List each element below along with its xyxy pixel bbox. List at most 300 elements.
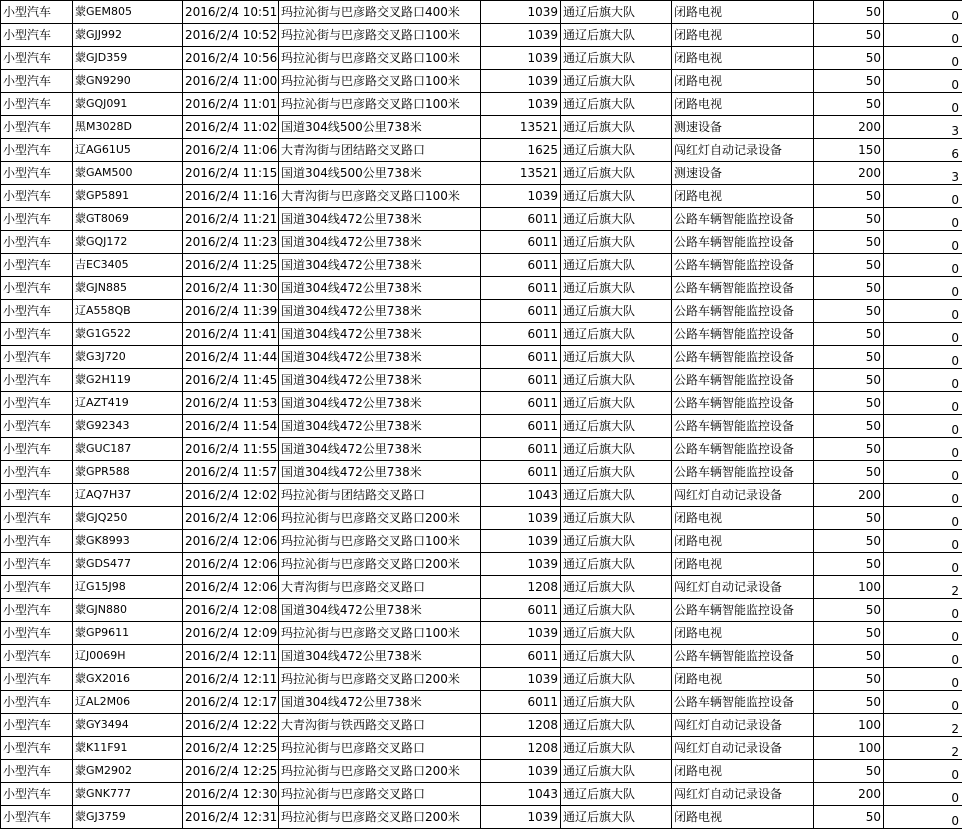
unit-cell[interactable]: 通辽后旗大队 xyxy=(561,576,672,599)
vehicle-type-cell[interactable]: 小型汽车 xyxy=(1,599,73,622)
unit-cell[interactable]: 通辽后旗大队 xyxy=(561,484,672,507)
code-cell[interactable]: 1208 xyxy=(481,737,561,760)
points-cell[interactable]: 0 xyxy=(884,645,962,668)
unit-cell[interactable]: 通辽后旗大队 xyxy=(561,139,672,162)
device-cell[interactable]: 闭路电视 xyxy=(672,530,814,553)
code-cell[interactable]: 1043 xyxy=(481,783,561,806)
device-cell[interactable]: 闭路电视 xyxy=(672,553,814,576)
datetime-cell[interactable]: 2016/2/4 12:25 xyxy=(183,760,279,783)
vehicle-type-cell[interactable]: 小型汽车 xyxy=(1,346,73,369)
points-cell[interactable]: 0 xyxy=(884,415,962,438)
device-cell[interactable]: 闭路电视 xyxy=(672,507,814,530)
points-cell[interactable]: 0 xyxy=(884,783,962,806)
device-cell[interactable]: 闭路电视 xyxy=(672,93,814,116)
location-cell[interactable]: 玛拉沁街与巴彦路交叉路口100米 xyxy=(279,47,481,70)
vehicle-type-cell[interactable]: 小型汽车 xyxy=(1,484,73,507)
unit-cell[interactable]: 通辽后旗大队 xyxy=(561,438,672,461)
plate-cell[interactable]: 蒙GJN880 xyxy=(73,599,183,622)
plate-cell[interactable]: 蒙GK8993 xyxy=(73,530,183,553)
plate-cell[interactable]: 辽AZT419 xyxy=(73,392,183,415)
vehicle-type-cell[interactable]: 小型汽车 xyxy=(1,783,73,806)
location-cell[interactable]: 大青沟街与巴彦路交叉路口 xyxy=(279,576,481,599)
plate-cell[interactable]: 蒙GEM805 xyxy=(73,1,183,24)
location-cell[interactable]: 玛拉沁街与巴彦路交叉路口200米 xyxy=(279,806,481,829)
device-cell[interactable]: 公路车辆智能监控设备 xyxy=(672,323,814,346)
device-cell[interactable]: 闭路电视 xyxy=(672,668,814,691)
vehicle-type-cell[interactable]: 小型汽车 xyxy=(1,622,73,645)
points-cell[interactable]: 6 xyxy=(884,139,962,162)
unit-cell[interactable]: 通辽后旗大队 xyxy=(561,254,672,277)
datetime-cell[interactable]: 2016/2/4 12:30 xyxy=(183,783,279,806)
code-cell[interactable]: 1039 xyxy=(481,760,561,783)
points-cell[interactable]: 0 xyxy=(884,806,962,829)
unit-cell[interactable]: 通辽后旗大队 xyxy=(561,691,672,714)
device-cell[interactable]: 公路车辆智能监控设备 xyxy=(672,300,814,323)
unit-cell[interactable]: 通辽后旗大队 xyxy=(561,162,672,185)
fine-cell[interactable]: 50 xyxy=(814,300,884,323)
points-cell[interactable]: 0 xyxy=(884,231,962,254)
fine-cell[interactable]: 200 xyxy=(814,162,884,185)
unit-cell[interactable]: 通辽后旗大队 xyxy=(561,208,672,231)
device-cell[interactable]: 闯红灯自动记录设备 xyxy=(672,737,814,760)
vehicle-type-cell[interactable]: 小型汽车 xyxy=(1,691,73,714)
code-cell[interactable]: 1039 xyxy=(481,806,561,829)
plate-cell[interactable]: 蒙GX2016 xyxy=(73,668,183,691)
code-cell[interactable]: 13521 xyxy=(481,116,561,139)
datetime-cell[interactable]: 2016/2/4 12:11 xyxy=(183,668,279,691)
vehicle-type-cell[interactable]: 小型汽车 xyxy=(1,553,73,576)
vehicle-type-cell[interactable]: 小型汽车 xyxy=(1,208,73,231)
points-cell[interactable]: 0 xyxy=(884,622,962,645)
plate-cell[interactable]: 蒙GUC187 xyxy=(73,438,183,461)
plate-cell[interactable]: 辽J0069H xyxy=(73,645,183,668)
fine-cell[interactable]: 50 xyxy=(814,93,884,116)
unit-cell[interactable]: 通辽后旗大队 xyxy=(561,668,672,691)
unit-cell[interactable]: 通辽后旗大队 xyxy=(561,185,672,208)
plate-cell[interactable]: 蒙GJQ250 xyxy=(73,507,183,530)
location-cell[interactable]: 国道304线472公里738米 xyxy=(279,369,481,392)
points-cell[interactable]: 0 xyxy=(884,484,962,507)
plate-cell[interactable]: 蒙GP9611 xyxy=(73,622,183,645)
points-cell[interactable]: 0 xyxy=(884,691,962,714)
fine-cell[interactable]: 150 xyxy=(814,139,884,162)
location-cell[interactable]: 国道304线472公里738米 xyxy=(279,208,481,231)
points-cell[interactable]: 0 xyxy=(884,323,962,346)
plate-cell[interactable]: 蒙G1G522 xyxy=(73,323,183,346)
fine-cell[interactable]: 50 xyxy=(814,1,884,24)
unit-cell[interactable]: 通辽后旗大队 xyxy=(561,806,672,829)
location-cell[interactable]: 玛拉沁街与巴彦路交叉路口100米 xyxy=(279,24,481,47)
location-cell[interactable]: 国道304线472公里738米 xyxy=(279,438,481,461)
fine-cell[interactable]: 50 xyxy=(814,254,884,277)
vehicle-type-cell[interactable]: 小型汽车 xyxy=(1,93,73,116)
points-cell[interactable]: 0 xyxy=(884,668,962,691)
plate-cell[interactable]: 蒙GAM500 xyxy=(73,162,183,185)
unit-cell[interactable]: 通辽后旗大队 xyxy=(561,645,672,668)
code-cell[interactable]: 6011 xyxy=(481,346,561,369)
datetime-cell[interactable]: 2016/2/4 11:55 xyxy=(183,438,279,461)
points-cell[interactable]: 0 xyxy=(884,254,962,277)
datetime-cell[interactable]: 2016/2/4 11:23 xyxy=(183,231,279,254)
datetime-cell[interactable]: 2016/2/4 12:25 xyxy=(183,737,279,760)
plate-cell[interactable]: 蒙GM2902 xyxy=(73,760,183,783)
datetime-cell[interactable]: 2016/2/4 12:22 xyxy=(183,714,279,737)
code-cell[interactable]: 1039 xyxy=(481,185,561,208)
device-cell[interactable]: 测速设备 xyxy=(672,116,814,139)
location-cell[interactable]: 玛拉沁街与团结路交叉路口 xyxy=(279,484,481,507)
points-cell[interactable]: 0 xyxy=(884,93,962,116)
unit-cell[interactable]: 通辽后旗大队 xyxy=(561,760,672,783)
datetime-cell[interactable]: 2016/2/4 10:52 xyxy=(183,24,279,47)
vehicle-type-cell[interactable]: 小型汽车 xyxy=(1,806,73,829)
unit-cell[interactable]: 通辽后旗大队 xyxy=(561,415,672,438)
datetime-cell[interactable]: 2016/2/4 11:25 xyxy=(183,254,279,277)
vehicle-type-cell[interactable]: 小型汽车 xyxy=(1,576,73,599)
location-cell[interactable]: 玛拉沁街与巴彦路交叉路口100米 xyxy=(279,93,481,116)
fine-cell[interactable]: 50 xyxy=(814,185,884,208)
points-cell[interactable]: 0 xyxy=(884,47,962,70)
vehicle-type-cell[interactable]: 小型汽车 xyxy=(1,438,73,461)
unit-cell[interactable]: 通辽后旗大队 xyxy=(561,392,672,415)
code-cell[interactable]: 1039 xyxy=(481,507,561,530)
fine-cell[interactable]: 50 xyxy=(814,369,884,392)
device-cell[interactable]: 公路车辆智能监控设备 xyxy=(672,369,814,392)
device-cell[interactable]: 闭路电视 xyxy=(672,1,814,24)
points-cell[interactable]: 0 xyxy=(884,599,962,622)
device-cell[interactable]: 公路车辆智能监控设备 xyxy=(672,231,814,254)
datetime-cell[interactable]: 2016/2/4 11:01 xyxy=(183,93,279,116)
fine-cell[interactable]: 50 xyxy=(814,645,884,668)
fine-cell[interactable]: 50 xyxy=(814,806,884,829)
vehicle-type-cell[interactable]: 小型汽车 xyxy=(1,277,73,300)
plate-cell[interactable]: 辽A558QB xyxy=(73,300,183,323)
datetime-cell[interactable]: 2016/2/4 11:41 xyxy=(183,323,279,346)
fine-cell[interactable]: 50 xyxy=(814,346,884,369)
code-cell[interactable]: 6011 xyxy=(481,438,561,461)
code-cell[interactable]: 6011 xyxy=(481,323,561,346)
vehicle-type-cell[interactable]: 小型汽车 xyxy=(1,507,73,530)
datetime-cell[interactable]: 2016/2/4 11:15 xyxy=(183,162,279,185)
fine-cell[interactable]: 50 xyxy=(814,323,884,346)
vehicle-type-cell[interactable]: 小型汽车 xyxy=(1,185,73,208)
fine-cell[interactable]: 50 xyxy=(814,553,884,576)
plate-cell[interactable]: 黑M3028D xyxy=(73,116,183,139)
code-cell[interactable]: 6011 xyxy=(481,645,561,668)
vehicle-type-cell[interactable]: 小型汽车 xyxy=(1,116,73,139)
code-cell[interactable]: 1039 xyxy=(481,1,561,24)
location-cell[interactable]: 国道304线472公里738米 xyxy=(279,645,481,668)
fine-cell[interactable]: 50 xyxy=(814,415,884,438)
datetime-cell[interactable]: 2016/2/4 11:39 xyxy=(183,300,279,323)
datetime-cell[interactable]: 2016/2/4 12:31 xyxy=(183,806,279,829)
points-cell[interactable]: 3 xyxy=(884,162,962,185)
vehicle-type-cell[interactable]: 小型汽车 xyxy=(1,231,73,254)
location-cell[interactable]: 国道304线472公里738米 xyxy=(279,254,481,277)
unit-cell[interactable]: 通辽后旗大队 xyxy=(561,530,672,553)
fine-cell[interactable]: 50 xyxy=(814,691,884,714)
location-cell[interactable]: 国道304线472公里738米 xyxy=(279,691,481,714)
fine-cell[interactable]: 50 xyxy=(814,392,884,415)
fine-cell[interactable]: 100 xyxy=(814,714,884,737)
code-cell[interactable]: 6011 xyxy=(481,461,561,484)
plate-cell[interactable]: 蒙G3J720 xyxy=(73,346,183,369)
device-cell[interactable]: 闯红灯自动记录设备 xyxy=(672,714,814,737)
points-cell[interactable]: 0 xyxy=(884,392,962,415)
device-cell[interactable]: 公路车辆智能监控设备 xyxy=(672,645,814,668)
location-cell[interactable]: 大青沟街与巴彦路交叉路口100米 xyxy=(279,185,481,208)
points-cell[interactable]: 0 xyxy=(884,277,962,300)
points-cell[interactable]: 0 xyxy=(884,438,962,461)
plate-cell[interactable]: 蒙GJ3759 xyxy=(73,806,183,829)
device-cell[interactable]: 闯红灯自动记录设备 xyxy=(672,783,814,806)
device-cell[interactable]: 闭路电视 xyxy=(672,622,814,645)
fine-cell[interactable]: 50 xyxy=(814,277,884,300)
fine-cell[interactable]: 50 xyxy=(814,70,884,93)
code-cell[interactable]: 6011 xyxy=(481,369,561,392)
fine-cell[interactable]: 50 xyxy=(814,668,884,691)
device-cell[interactable]: 公路车辆智能监控设备 xyxy=(672,438,814,461)
points-cell[interactable]: 2 xyxy=(884,576,962,599)
location-cell[interactable]: 国道304线500公里738米 xyxy=(279,116,481,139)
vehicle-type-cell[interactable]: 小型汽车 xyxy=(1,415,73,438)
code-cell[interactable]: 1208 xyxy=(481,576,561,599)
unit-cell[interactable]: 通辽后旗大队 xyxy=(561,737,672,760)
vehicle-type-cell[interactable]: 小型汽车 xyxy=(1,323,73,346)
datetime-cell[interactable]: 2016/2/4 11:57 xyxy=(183,461,279,484)
location-cell[interactable]: 大青沟街与铁西路交叉路口 xyxy=(279,714,481,737)
vehicle-type-cell[interactable]: 小型汽车 xyxy=(1,139,73,162)
code-cell[interactable]: 1039 xyxy=(481,622,561,645)
points-cell[interactable]: 3 xyxy=(884,116,962,139)
location-cell[interactable]: 玛拉沁街与巴彦路交叉路口200米 xyxy=(279,507,481,530)
unit-cell[interactable]: 通辽后旗大队 xyxy=(561,231,672,254)
unit-cell[interactable]: 通辽后旗大队 xyxy=(561,783,672,806)
device-cell[interactable]: 闯红灯自动记录设备 xyxy=(672,484,814,507)
location-cell[interactable]: 国道304线472公里738米 xyxy=(279,277,481,300)
unit-cell[interactable]: 通辽后旗大队 xyxy=(561,346,672,369)
datetime-cell[interactable]: 2016/2/4 11:44 xyxy=(183,346,279,369)
fine-cell[interactable]: 50 xyxy=(814,760,884,783)
datetime-cell[interactable]: 2016/2/4 11:45 xyxy=(183,369,279,392)
plate-cell[interactable]: 蒙GQJ172 xyxy=(73,231,183,254)
plate-cell[interactable]: 蒙GP5891 xyxy=(73,185,183,208)
location-cell[interactable]: 大青沟街与团结路交叉路口 xyxy=(279,139,481,162)
device-cell[interactable]: 闭路电视 xyxy=(672,70,814,93)
vehicle-type-cell[interactable]: 小型汽车 xyxy=(1,162,73,185)
plate-cell[interactable]: 蒙GY3494 xyxy=(73,714,183,737)
location-cell[interactable]: 玛拉沁街与巴彦路交叉路口 xyxy=(279,783,481,806)
datetime-cell[interactable]: 2016/2/4 11:00 xyxy=(183,70,279,93)
location-cell[interactable]: 国道304线472公里738米 xyxy=(279,461,481,484)
location-cell[interactable]: 玛拉沁街与巴彦路交叉路口200米 xyxy=(279,553,481,576)
device-cell[interactable]: 公路车辆智能监控设备 xyxy=(672,691,814,714)
datetime-cell[interactable]: 2016/2/4 11:02 xyxy=(183,116,279,139)
plate-cell[interactable]: 吉EC3405 xyxy=(73,254,183,277)
device-cell[interactable]: 公路车辆智能监控设备 xyxy=(672,599,814,622)
datetime-cell[interactable]: 2016/2/4 12:06 xyxy=(183,530,279,553)
code-cell[interactable]: 6011 xyxy=(481,392,561,415)
datetime-cell[interactable]: 2016/2/4 12:06 xyxy=(183,507,279,530)
plate-cell[interactable]: 蒙GDS477 xyxy=(73,553,183,576)
code-cell[interactable]: 1208 xyxy=(481,714,561,737)
points-cell[interactable]: 0 xyxy=(884,24,962,47)
code-cell[interactable]: 1039 xyxy=(481,553,561,576)
device-cell[interactable]: 闭路电视 xyxy=(672,185,814,208)
device-cell[interactable]: 闭路电视 xyxy=(672,24,814,47)
plate-cell[interactable]: 蒙GN9290 xyxy=(73,70,183,93)
vehicle-type-cell[interactable]: 小型汽车 xyxy=(1,645,73,668)
plate-cell[interactable]: 蒙G92343 xyxy=(73,415,183,438)
datetime-cell[interactable]: 2016/2/4 11:21 xyxy=(183,208,279,231)
unit-cell[interactable]: 通辽后旗大队 xyxy=(561,507,672,530)
datetime-cell[interactable]: 2016/2/4 11:30 xyxy=(183,277,279,300)
unit-cell[interactable]: 通辽后旗大队 xyxy=(561,70,672,93)
device-cell[interactable]: 公路车辆智能监控设备 xyxy=(672,461,814,484)
fine-cell[interactable]: 50 xyxy=(814,530,884,553)
code-cell[interactable]: 6011 xyxy=(481,599,561,622)
points-cell[interactable]: 0 xyxy=(884,300,962,323)
unit-cell[interactable]: 通辽后旗大队 xyxy=(561,116,672,139)
plate-cell[interactable]: 辽G15J98 xyxy=(73,576,183,599)
code-cell[interactable]: 1043 xyxy=(481,484,561,507)
fine-cell[interactable]: 50 xyxy=(814,231,884,254)
plate-cell[interactable]: 辽AL2M06 xyxy=(73,691,183,714)
device-cell[interactable]: 测速设备 xyxy=(672,162,814,185)
location-cell[interactable]: 国道304线472公里738米 xyxy=(279,415,481,438)
location-cell[interactable]: 国道304线472公里738米 xyxy=(279,346,481,369)
code-cell[interactable]: 6011 xyxy=(481,415,561,438)
code-cell[interactable]: 1039 xyxy=(481,24,561,47)
points-cell[interactable]: 0 xyxy=(884,1,962,24)
code-cell[interactable]: 1039 xyxy=(481,70,561,93)
device-cell[interactable]: 公路车辆智能监控设备 xyxy=(672,346,814,369)
datetime-cell[interactable]: 2016/2/4 10:56 xyxy=(183,47,279,70)
datetime-cell[interactable]: 2016/2/4 12:08 xyxy=(183,599,279,622)
points-cell[interactable]: 0 xyxy=(884,530,962,553)
fine-cell[interactable]: 50 xyxy=(814,507,884,530)
points-cell[interactable]: 0 xyxy=(884,507,962,530)
vehicle-type-cell[interactable]: 小型汽车 xyxy=(1,254,73,277)
fine-cell[interactable]: 200 xyxy=(814,484,884,507)
fine-cell[interactable]: 100 xyxy=(814,576,884,599)
points-cell[interactable]: 0 xyxy=(884,185,962,208)
plate-cell[interactable]: 蒙GNK777 xyxy=(73,783,183,806)
fine-cell[interactable]: 100 xyxy=(814,737,884,760)
datetime-cell[interactable]: 2016/2/4 11:06 xyxy=(183,139,279,162)
code-cell[interactable]: 1625 xyxy=(481,139,561,162)
unit-cell[interactable]: 通辽后旗大队 xyxy=(561,277,672,300)
plate-cell[interactable]: 蒙GQJ091 xyxy=(73,93,183,116)
device-cell[interactable]: 公路车辆智能监控设备 xyxy=(672,277,814,300)
location-cell[interactable]: 国道304线472公里738米 xyxy=(279,599,481,622)
unit-cell[interactable]: 通辽后旗大队 xyxy=(561,323,672,346)
code-cell[interactable]: 6011 xyxy=(481,277,561,300)
location-cell[interactable]: 国道304线472公里738米 xyxy=(279,392,481,415)
plate-cell[interactable]: 蒙G2H119 xyxy=(73,369,183,392)
datetime-cell[interactable]: 2016/2/4 11:16 xyxy=(183,185,279,208)
fine-cell[interactable]: 50 xyxy=(814,461,884,484)
device-cell[interactable]: 公路车辆智能监控设备 xyxy=(672,208,814,231)
device-cell[interactable]: 公路车辆智能监控设备 xyxy=(672,392,814,415)
datetime-cell[interactable]: 2016/2/4 11:54 xyxy=(183,415,279,438)
unit-cell[interactable]: 通辽后旗大队 xyxy=(561,93,672,116)
device-cell[interactable]: 闭路电视 xyxy=(672,760,814,783)
location-cell[interactable]: 国道304线472公里738米 xyxy=(279,323,481,346)
points-cell[interactable]: 2 xyxy=(884,714,962,737)
plate-cell[interactable]: 蒙GPR588 xyxy=(73,461,183,484)
code-cell[interactable]: 1039 xyxy=(481,668,561,691)
unit-cell[interactable]: 通辽后旗大队 xyxy=(561,369,672,392)
fine-cell[interactable]: 200 xyxy=(814,116,884,139)
device-cell[interactable]: 闭路电视 xyxy=(672,47,814,70)
fine-cell[interactable]: 50 xyxy=(814,47,884,70)
vehicle-type-cell[interactable]: 小型汽车 xyxy=(1,760,73,783)
datetime-cell[interactable]: 2016/2/4 12:06 xyxy=(183,553,279,576)
plate-cell[interactable]: 蒙GJN885 xyxy=(73,277,183,300)
unit-cell[interactable]: 通辽后旗大队 xyxy=(561,622,672,645)
code-cell[interactable]: 6011 xyxy=(481,691,561,714)
code-cell[interactable]: 6011 xyxy=(481,231,561,254)
vehicle-type-cell[interactable]: 小型汽车 xyxy=(1,24,73,47)
device-cell[interactable]: 闭路电视 xyxy=(672,806,814,829)
location-cell[interactable]: 玛拉沁街与巴彦路交叉路口100米 xyxy=(279,70,481,93)
location-cell[interactable]: 国道304线472公里738米 xyxy=(279,300,481,323)
unit-cell[interactable]: 通辽后旗大队 xyxy=(561,47,672,70)
code-cell[interactable]: 6011 xyxy=(481,254,561,277)
points-cell[interactable]: 0 xyxy=(884,553,962,576)
datetime-cell[interactable]: 2016/2/4 12:11 xyxy=(183,645,279,668)
vehicle-type-cell[interactable]: 小型汽车 xyxy=(1,47,73,70)
vehicle-type-cell[interactable]: 小型汽车 xyxy=(1,70,73,93)
points-cell[interactable]: 0 xyxy=(884,369,962,392)
fine-cell[interactable]: 50 xyxy=(814,438,884,461)
datetime-cell[interactable]: 2016/2/4 11:53 xyxy=(183,392,279,415)
plate-cell[interactable]: 辽AG61U5 xyxy=(73,139,183,162)
code-cell[interactable]: 1039 xyxy=(481,530,561,553)
plate-cell[interactable]: 蒙K11F91 xyxy=(73,737,183,760)
fine-cell[interactable]: 50 xyxy=(814,208,884,231)
unit-cell[interactable]: 通辽后旗大队 xyxy=(561,553,672,576)
fine-cell[interactable]: 200 xyxy=(814,783,884,806)
datetime-cell[interactable]: 2016/2/4 10:51 xyxy=(183,1,279,24)
vehicle-type-cell[interactable]: 小型汽车 xyxy=(1,530,73,553)
code-cell[interactable]: 1039 xyxy=(481,93,561,116)
vehicle-type-cell[interactable]: 小型汽车 xyxy=(1,392,73,415)
code-cell[interactable]: 6011 xyxy=(481,208,561,231)
vehicle-type-cell[interactable]: 小型汽车 xyxy=(1,737,73,760)
points-cell[interactable]: 0 xyxy=(884,70,962,93)
unit-cell[interactable]: 通辽后旗大队 xyxy=(561,461,672,484)
location-cell[interactable]: 玛拉沁街与巴彦路交叉路口100米 xyxy=(279,622,481,645)
device-cell[interactable]: 闯红灯自动记录设备 xyxy=(672,139,814,162)
vehicle-type-cell[interactable]: 小型汽车 xyxy=(1,461,73,484)
location-cell[interactable]: 玛拉沁街与巴彦路交叉路口200米 xyxy=(279,668,481,691)
datetime-cell[interactable]: 2016/2/4 12:02 xyxy=(183,484,279,507)
location-cell[interactable]: 玛拉沁街与巴彦路交叉路口100米 xyxy=(279,530,481,553)
unit-cell[interactable]: 通辽后旗大队 xyxy=(561,599,672,622)
device-cell[interactable]: 公路车辆智能监控设备 xyxy=(672,415,814,438)
code-cell[interactable]: 13521 xyxy=(481,162,561,185)
location-cell[interactable]: 国道304线500公里738米 xyxy=(279,162,481,185)
plate-cell[interactable]: 蒙GJJ992 xyxy=(73,24,183,47)
plate-cell[interactable]: 蒙GT8069 xyxy=(73,208,183,231)
device-cell[interactable]: 公路车辆智能监控设备 xyxy=(672,254,814,277)
datetime-cell[interactable]: 2016/2/4 12:17 xyxy=(183,691,279,714)
vehicle-type-cell[interactable]: 小型汽车 xyxy=(1,369,73,392)
unit-cell[interactable]: 通辽后旗大队 xyxy=(561,24,672,47)
plate-cell[interactable]: 蒙GJD359 xyxy=(73,47,183,70)
location-cell[interactable]: 玛拉沁街与巴彦路交叉路口400米 xyxy=(279,1,481,24)
